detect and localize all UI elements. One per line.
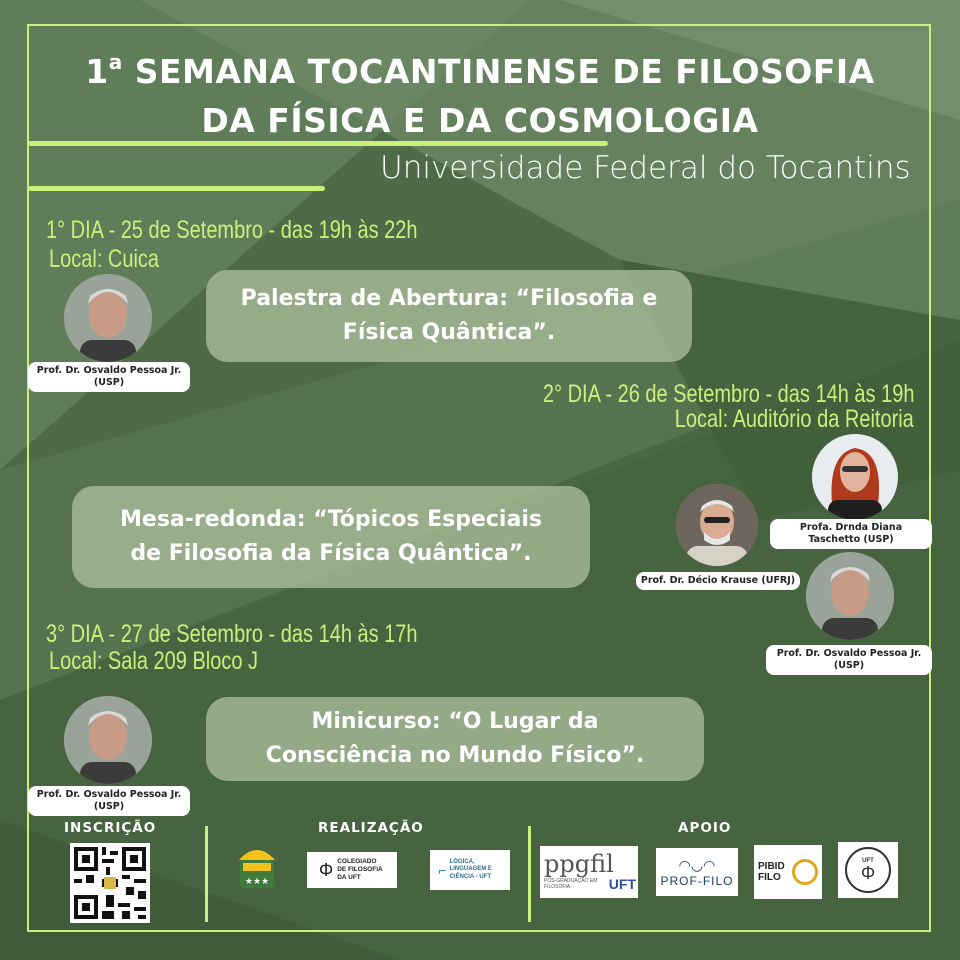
day3-heading: 3° DIA - 27 de Setembro - das 14h às 17h: [46, 620, 418, 648]
inscricao-label: INSCRIÇÃO: [64, 820, 157, 836]
person-icon: [806, 552, 894, 640]
phi-icon: Φ: [318, 859, 334, 880]
day1-talk: Palestra de Abertura: “Filosofia e Física Quântica”.: [206, 270, 692, 362]
university-name: Universidade Federal do Tocantins: [380, 150, 911, 186]
speaker-photo-osvaldo: [64, 696, 152, 784]
colegiado-filosofia-logo: Φ COLEGIADO DE FILOSOFIA DA UFT: [307, 852, 397, 888]
uft-crest-icon: [234, 840, 280, 894]
day3-local: Local: Sala 209 Bloco J: [49, 647, 259, 675]
phi-icon: Φ: [860, 863, 876, 883]
title-underline-short: [28, 186, 325, 191]
qr-pattern: [70, 843, 150, 923]
person-icon: [64, 696, 152, 784]
day1-local: Local: Cuica: [49, 245, 160, 273]
apoio-label: APOIO: [678, 820, 732, 836]
qr-code-icon[interactable]: [70, 843, 150, 923]
day1-heading: 1° DIA - 25 de Setembro - das 19h às 22h: [46, 216, 418, 244]
prof-filo-logo: ◠◡◠ PROF-FILO: [656, 848, 738, 896]
day2-talk: Mesa-redonda: “Tópicos Especiais de Filosofia da Física Quântica”.: [72, 486, 590, 588]
ppgfil-logo: ppgfil PÓS-GRADUAÇÃO EM FILOSOFIA UFT: [540, 846, 638, 898]
seal-icon: UFT Φ: [845, 847, 891, 893]
footer-separator: [205, 826, 208, 922]
pibid-filo-logo: PIBID FILO: [754, 845, 822, 899]
event-title-line1: 1$^a$ SEMANA TOCANTINENSE DE FILOSOFIA: [85, 50, 875, 91]
uft-crest-logo: [234, 840, 280, 894]
uft-seal-logo: [838, 842, 898, 898]
day2-heading: 2° DIA - 26 de Setembro - das 14h às 19h: [542, 380, 914, 408]
speaker-caption: Prof. Dr. Décio Krause (UFRJ): [636, 572, 800, 590]
speaker-caption: Prof. Dr. Osvaldo Pessoa Jr. (USP): [28, 362, 190, 392]
footer-separator: [528, 826, 531, 922]
realizacao-label: REALIZAÇÃO: [318, 820, 424, 836]
person-icon: [676, 484, 758, 566]
speaker-photo-osvaldo: [64, 274, 152, 362]
speaker-photo-osvaldo: [806, 552, 894, 640]
speaker-caption: Prof. Dr. Osvaldo Pessoa Jr. (USP): [766, 645, 932, 675]
gear-icon: [792, 859, 818, 885]
event-title-line2: DA FÍSICA E DA COSMOLOGIA: [201, 101, 759, 140]
title-underline: [28, 141, 608, 146]
speaker-photo-decio: [676, 484, 758, 566]
svg-text:★★★: ★★★: [244, 877, 270, 887]
day3-talk: Minicurso: “O Lugar da Consciência no Mundo Físico”.: [206, 697, 704, 781]
logica-linguagem-logo: ⌐ LÓGICA, LINGUAGEM E CIÊNCIA - UFT: [430, 850, 510, 890]
speaker-photo-diana: [812, 434, 898, 520]
speaker-caption: Prof. Dr. Osvaldo Pessoa Jr. (USP): [28, 786, 190, 816]
owl-icon: ◠◡◠: [678, 856, 716, 873]
person-icon: [64, 274, 152, 362]
person-icon: [812, 434, 898, 520]
speaker-caption: Profa. Drnda Diana Taschetto (USP): [770, 519, 932, 549]
bracket-icon: ⌐: [438, 862, 447, 878]
day2-local: Local: Auditório da Reitoria: [674, 405, 914, 433]
